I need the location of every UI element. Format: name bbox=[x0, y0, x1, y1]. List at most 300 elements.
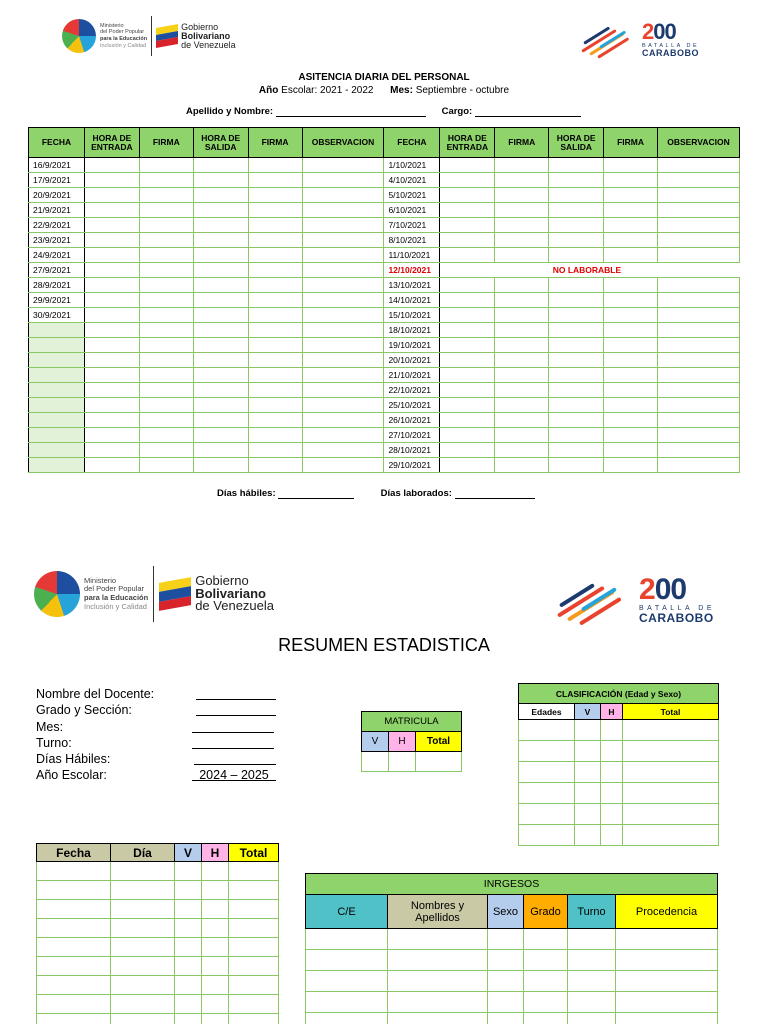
clasificacion-cell[interactable] bbox=[519, 720, 575, 741]
ingresos-cell[interactable] bbox=[488, 971, 524, 992]
left-entry-cell[interactable] bbox=[193, 278, 248, 293]
left-entry-cell[interactable] bbox=[139, 443, 193, 458]
dias-laborados-field[interactable] bbox=[455, 489, 535, 499]
clasificacion-cell[interactable] bbox=[601, 804, 623, 825]
fecha-dia-cell[interactable] bbox=[37, 938, 111, 957]
right-entry-cell[interactable] bbox=[495, 323, 549, 338]
left-entry-cell[interactable] bbox=[248, 428, 302, 443]
left-entry-cell[interactable] bbox=[302, 203, 384, 218]
fecha-dia-cell[interactable] bbox=[202, 976, 229, 995]
fecha-dia-cell[interactable] bbox=[229, 1014, 279, 1024]
left-entry-cell[interactable] bbox=[248, 413, 302, 428]
clasificacion-cell[interactable] bbox=[623, 783, 719, 804]
right-entry-cell[interactable] bbox=[657, 173, 739, 188]
ingresos-cell[interactable] bbox=[568, 992, 616, 1013]
right-entry-cell[interactable] bbox=[440, 443, 495, 458]
left-entry-cell[interactable] bbox=[139, 263, 193, 278]
right-entry-cell[interactable] bbox=[657, 218, 739, 233]
right-entry-cell[interactable] bbox=[440, 353, 495, 368]
fecha-dia-cell[interactable] bbox=[202, 1014, 229, 1024]
left-entry-cell[interactable] bbox=[302, 263, 384, 278]
clasificacion-cell[interactable] bbox=[519, 741, 575, 762]
ingresos-cell[interactable] bbox=[616, 971, 718, 992]
right-entry-cell[interactable] bbox=[604, 338, 658, 353]
left-entry-cell[interactable] bbox=[248, 278, 302, 293]
left-entry-cell[interactable] bbox=[193, 158, 248, 173]
fecha-dia-cell[interactable] bbox=[37, 900, 111, 919]
right-entry-cell[interactable] bbox=[495, 368, 549, 383]
fecha-dia-cell[interactable] bbox=[37, 862, 111, 881]
left-entry-cell[interactable] bbox=[193, 173, 248, 188]
right-entry-cell[interactable] bbox=[604, 398, 658, 413]
ingresos-cell[interactable] bbox=[306, 992, 388, 1013]
fecha-dia-cell[interactable] bbox=[37, 881, 111, 900]
right-entry-cell[interactable] bbox=[657, 233, 739, 248]
right-entry-cell[interactable] bbox=[440, 323, 495, 338]
left-entry-cell[interactable] bbox=[84, 233, 139, 248]
clasificacion-cell[interactable] bbox=[575, 762, 601, 783]
clasificacion-cell[interactable] bbox=[519, 825, 575, 846]
ingresos-cell[interactable] bbox=[488, 992, 524, 1013]
right-entry-cell[interactable] bbox=[549, 323, 604, 338]
ingresos-cell[interactable] bbox=[488, 1013, 524, 1024]
left-entry-cell[interactable] bbox=[139, 368, 193, 383]
name-field[interactable] bbox=[276, 107, 426, 117]
left-entry-cell[interactable] bbox=[193, 293, 248, 308]
right-entry-cell[interactable] bbox=[604, 383, 658, 398]
right-entry-cell[interactable] bbox=[495, 233, 549, 248]
right-entry-cell[interactable] bbox=[604, 428, 658, 443]
right-entry-cell[interactable] bbox=[495, 413, 549, 428]
right-entry-cell[interactable] bbox=[657, 413, 739, 428]
fecha-dia-cell[interactable] bbox=[229, 862, 279, 881]
left-entry-cell[interactable] bbox=[84, 248, 139, 263]
clasificacion-cell[interactable] bbox=[575, 804, 601, 825]
left-entry-cell[interactable] bbox=[84, 218, 139, 233]
right-entry-cell[interactable] bbox=[657, 278, 739, 293]
fecha-dia-cell[interactable] bbox=[37, 957, 111, 976]
fecha-dia-cell[interactable] bbox=[175, 976, 202, 995]
right-entry-cell[interactable] bbox=[549, 188, 604, 203]
clasificacion-cell[interactable] bbox=[623, 804, 719, 825]
right-entry-cell[interactable] bbox=[604, 188, 658, 203]
left-entry-cell[interactable] bbox=[84, 383, 139, 398]
right-entry-cell[interactable] bbox=[495, 248, 549, 263]
clasificacion-cell[interactable] bbox=[601, 825, 623, 846]
right-entry-cell[interactable] bbox=[604, 323, 658, 338]
fecha-dia-cell[interactable] bbox=[175, 995, 202, 1014]
fecha-dia-cell[interactable] bbox=[202, 862, 229, 881]
right-entry-cell[interactable] bbox=[440, 428, 495, 443]
right-entry-cell[interactable] bbox=[549, 353, 604, 368]
dias-habiles-summary-field[interactable] bbox=[194, 751, 276, 765]
right-entry-cell[interactable] bbox=[657, 428, 739, 443]
fecha-dia-cell[interactable] bbox=[111, 938, 175, 957]
ingresos-cell[interactable] bbox=[388, 971, 488, 992]
left-entry-cell[interactable] bbox=[248, 203, 302, 218]
right-entry-cell[interactable] bbox=[440, 278, 495, 293]
clasificacion-cell[interactable] bbox=[623, 741, 719, 762]
left-entry-cell[interactable] bbox=[193, 353, 248, 368]
left-entry-cell[interactable] bbox=[84, 158, 139, 173]
left-entry-cell[interactable] bbox=[193, 218, 248, 233]
right-entry-cell[interactable] bbox=[549, 218, 604, 233]
docente-field[interactable] bbox=[196, 686, 276, 700]
left-entry-cell[interactable] bbox=[139, 413, 193, 428]
left-entry-cell[interactable] bbox=[139, 203, 193, 218]
left-entry-cell[interactable] bbox=[193, 458, 248, 473]
right-entry-cell[interactable] bbox=[657, 248, 739, 263]
fecha-dia-cell[interactable] bbox=[202, 995, 229, 1014]
right-entry-cell[interactable] bbox=[604, 203, 658, 218]
right-entry-cell[interactable] bbox=[549, 233, 604, 248]
fecha-dia-cell[interactable] bbox=[111, 957, 175, 976]
right-entry-cell[interactable] bbox=[604, 233, 658, 248]
clasificacion-cell[interactable] bbox=[575, 741, 601, 762]
ingresos-cell[interactable] bbox=[306, 1013, 388, 1024]
left-entry-cell[interactable] bbox=[139, 293, 193, 308]
right-entry-cell[interactable] bbox=[549, 368, 604, 383]
left-entry-cell[interactable] bbox=[302, 338, 384, 353]
matricula-cell[interactable] bbox=[362, 752, 389, 772]
fecha-dia-cell[interactable] bbox=[202, 938, 229, 957]
left-entry-cell[interactable] bbox=[248, 398, 302, 413]
left-entry-cell[interactable] bbox=[302, 173, 384, 188]
left-entry-cell[interactable] bbox=[84, 428, 139, 443]
left-entry-cell[interactable] bbox=[139, 248, 193, 263]
left-entry-cell[interactable] bbox=[248, 443, 302, 458]
right-entry-cell[interactable] bbox=[549, 443, 604, 458]
fecha-dia-cell[interactable] bbox=[37, 995, 111, 1014]
left-entry-cell[interactable] bbox=[302, 383, 384, 398]
left-entry-cell[interactable] bbox=[84, 308, 139, 323]
left-entry-cell[interactable] bbox=[302, 293, 384, 308]
ingresos-cell[interactable] bbox=[568, 971, 616, 992]
left-entry-cell[interactable] bbox=[302, 413, 384, 428]
right-entry-cell[interactable] bbox=[549, 293, 604, 308]
right-entry-cell[interactable] bbox=[440, 173, 495, 188]
fecha-dia-cell[interactable] bbox=[202, 919, 229, 938]
matricula-cell[interactable] bbox=[416, 752, 462, 772]
left-entry-cell[interactable] bbox=[248, 323, 302, 338]
right-entry-cell[interactable] bbox=[657, 308, 739, 323]
right-entry-cell[interactable] bbox=[440, 398, 495, 413]
right-entry-cell[interactable] bbox=[604, 368, 658, 383]
left-entry-cell[interactable] bbox=[193, 323, 248, 338]
right-entry-cell[interactable] bbox=[657, 368, 739, 383]
left-entry-cell[interactable] bbox=[139, 458, 193, 473]
left-entry-cell[interactable] bbox=[84, 338, 139, 353]
fecha-dia-cell[interactable] bbox=[37, 919, 111, 938]
ingresos-cell[interactable] bbox=[524, 950, 568, 971]
cargo-field[interactable] bbox=[475, 107, 581, 117]
left-entry-cell[interactable] bbox=[84, 398, 139, 413]
ingresos-cell[interactable] bbox=[524, 971, 568, 992]
left-entry-cell[interactable] bbox=[139, 383, 193, 398]
left-entry-cell[interactable] bbox=[302, 308, 384, 323]
right-entry-cell[interactable] bbox=[440, 188, 495, 203]
right-entry-cell[interactable] bbox=[549, 458, 604, 473]
left-entry-cell[interactable] bbox=[193, 383, 248, 398]
left-entry-cell[interactable] bbox=[139, 398, 193, 413]
left-entry-cell[interactable] bbox=[248, 158, 302, 173]
ingresos-cell[interactable] bbox=[388, 1013, 488, 1024]
right-entry-cell[interactable] bbox=[440, 338, 495, 353]
clasificacion-cell[interactable] bbox=[575, 720, 601, 741]
left-entry-cell[interactable] bbox=[139, 173, 193, 188]
right-entry-cell[interactable] bbox=[495, 458, 549, 473]
right-entry-cell[interactable] bbox=[495, 338, 549, 353]
right-entry-cell[interactable] bbox=[604, 218, 658, 233]
ingresos-cell[interactable] bbox=[306, 971, 388, 992]
left-entry-cell[interactable] bbox=[302, 458, 384, 473]
right-entry-cell[interactable] bbox=[440, 368, 495, 383]
left-entry-cell[interactable] bbox=[193, 188, 248, 203]
left-entry-cell[interactable] bbox=[139, 428, 193, 443]
left-entry-cell[interactable] bbox=[193, 428, 248, 443]
right-entry-cell[interactable] bbox=[440, 458, 495, 473]
left-entry-cell[interactable] bbox=[248, 188, 302, 203]
ingresos-cell[interactable] bbox=[524, 992, 568, 1013]
right-entry-cell[interactable] bbox=[549, 248, 604, 263]
left-entry-cell[interactable] bbox=[302, 218, 384, 233]
grado-field[interactable] bbox=[196, 702, 276, 716]
matricula-cell[interactable] bbox=[389, 752, 416, 772]
left-entry-cell[interactable] bbox=[84, 413, 139, 428]
clasificacion-cell[interactable] bbox=[601, 762, 623, 783]
fecha-dia-cell[interactable] bbox=[111, 919, 175, 938]
left-entry-cell[interactable] bbox=[302, 248, 384, 263]
left-entry-cell[interactable] bbox=[139, 278, 193, 293]
ingresos-cell[interactable] bbox=[388, 992, 488, 1013]
fecha-dia-cell[interactable] bbox=[175, 1014, 202, 1024]
fecha-dia-cell[interactable] bbox=[111, 900, 175, 919]
left-entry-cell[interactable] bbox=[193, 203, 248, 218]
left-entry-cell[interactable] bbox=[84, 458, 139, 473]
right-entry-cell[interactable] bbox=[657, 188, 739, 203]
right-entry-cell[interactable] bbox=[657, 338, 739, 353]
right-entry-cell[interactable] bbox=[604, 293, 658, 308]
right-entry-cell[interactable] bbox=[549, 428, 604, 443]
left-entry-cell[interactable] bbox=[139, 308, 193, 323]
right-entry-cell[interactable] bbox=[549, 413, 604, 428]
fecha-dia-cell[interactable] bbox=[111, 881, 175, 900]
left-entry-cell[interactable] bbox=[248, 308, 302, 323]
dias-habiles-field[interactable] bbox=[278, 489, 354, 499]
left-entry-cell[interactable] bbox=[193, 413, 248, 428]
ingresos-cell[interactable] bbox=[388, 929, 488, 950]
left-entry-cell[interactable] bbox=[302, 353, 384, 368]
left-entry-cell[interactable] bbox=[139, 218, 193, 233]
right-entry-cell[interactable] bbox=[440, 233, 495, 248]
left-entry-cell[interactable] bbox=[193, 248, 248, 263]
right-entry-cell[interactable] bbox=[657, 458, 739, 473]
ingresos-cell[interactable] bbox=[488, 950, 524, 971]
right-entry-cell[interactable] bbox=[495, 173, 549, 188]
ingresos-cell[interactable] bbox=[616, 950, 718, 971]
left-entry-cell[interactable] bbox=[248, 218, 302, 233]
ingresos-cell[interactable] bbox=[616, 992, 718, 1013]
left-entry-cell[interactable] bbox=[302, 233, 384, 248]
right-entry-cell[interactable] bbox=[657, 158, 739, 173]
right-entry-cell[interactable] bbox=[495, 278, 549, 293]
left-entry-cell[interactable] bbox=[139, 188, 193, 203]
right-entry-cell[interactable] bbox=[549, 308, 604, 323]
ingresos-cell[interactable] bbox=[524, 1013, 568, 1024]
right-entry-cell[interactable] bbox=[495, 188, 549, 203]
left-entry-cell[interactable] bbox=[139, 353, 193, 368]
left-entry-cell[interactable] bbox=[248, 353, 302, 368]
right-entry-cell[interactable] bbox=[549, 383, 604, 398]
fecha-dia-cell[interactable] bbox=[175, 919, 202, 938]
right-entry-cell[interactable] bbox=[440, 383, 495, 398]
clasificacion-cell[interactable] bbox=[601, 720, 623, 741]
left-entry-cell[interactable] bbox=[248, 173, 302, 188]
right-entry-cell[interactable] bbox=[495, 308, 549, 323]
left-entry-cell[interactable] bbox=[84, 263, 139, 278]
right-entry-cell[interactable] bbox=[440, 158, 495, 173]
right-entry-cell[interactable] bbox=[604, 353, 658, 368]
clasificacion-cell[interactable] bbox=[601, 783, 623, 804]
clasificacion-cell[interactable] bbox=[519, 804, 575, 825]
left-entry-cell[interactable] bbox=[248, 338, 302, 353]
right-entry-cell[interactable] bbox=[657, 383, 739, 398]
right-entry-cell[interactable] bbox=[657, 353, 739, 368]
right-entry-cell[interactable] bbox=[495, 218, 549, 233]
right-entry-cell[interactable] bbox=[440, 308, 495, 323]
ingresos-cell[interactable] bbox=[388, 950, 488, 971]
fecha-dia-cell[interactable] bbox=[175, 938, 202, 957]
right-entry-cell[interactable] bbox=[549, 203, 604, 218]
right-entry-cell[interactable] bbox=[549, 278, 604, 293]
ingresos-cell[interactable] bbox=[568, 1013, 616, 1024]
left-entry-cell[interactable] bbox=[248, 368, 302, 383]
left-entry-cell[interactable] bbox=[248, 293, 302, 308]
fecha-dia-cell[interactable] bbox=[229, 919, 279, 938]
left-entry-cell[interactable] bbox=[139, 338, 193, 353]
right-entry-cell[interactable] bbox=[495, 203, 549, 218]
fecha-dia-cell[interactable] bbox=[111, 1014, 175, 1024]
left-entry-cell[interactable] bbox=[248, 383, 302, 398]
right-entry-cell[interactable] bbox=[495, 398, 549, 413]
fecha-dia-cell[interactable] bbox=[175, 900, 202, 919]
left-entry-cell[interactable] bbox=[84, 293, 139, 308]
right-entry-cell[interactable] bbox=[440, 203, 495, 218]
right-entry-cell[interactable] bbox=[495, 353, 549, 368]
fecha-dia-cell[interactable] bbox=[229, 995, 279, 1014]
ingresos-cell[interactable] bbox=[616, 1013, 718, 1024]
left-entry-cell[interactable] bbox=[84, 278, 139, 293]
right-entry-cell[interactable] bbox=[440, 218, 495, 233]
turno-field[interactable] bbox=[192, 735, 274, 749]
right-entry-cell[interactable] bbox=[549, 338, 604, 353]
fecha-dia-cell[interactable] bbox=[175, 881, 202, 900]
fecha-dia-cell[interactable] bbox=[229, 957, 279, 976]
left-entry-cell[interactable] bbox=[139, 158, 193, 173]
left-entry-cell[interactable] bbox=[248, 248, 302, 263]
left-entry-cell[interactable] bbox=[84, 323, 139, 338]
right-entry-cell[interactable] bbox=[604, 173, 658, 188]
left-entry-cell[interactable] bbox=[139, 323, 193, 338]
right-entry-cell[interactable] bbox=[604, 248, 658, 263]
clasificacion-cell[interactable] bbox=[623, 720, 719, 741]
right-entry-cell[interactable] bbox=[440, 248, 495, 263]
clasificacion-cell[interactable] bbox=[575, 783, 601, 804]
left-entry-cell[interactable] bbox=[193, 443, 248, 458]
fecha-dia-cell[interactable] bbox=[202, 881, 229, 900]
clasificacion-cell[interactable] bbox=[601, 741, 623, 762]
left-entry-cell[interactable] bbox=[302, 278, 384, 293]
fecha-dia-cell[interactable] bbox=[229, 900, 279, 919]
right-entry-cell[interactable] bbox=[549, 398, 604, 413]
left-entry-cell[interactable] bbox=[248, 263, 302, 278]
left-entry-cell[interactable] bbox=[302, 368, 384, 383]
right-entry-cell[interactable] bbox=[604, 158, 658, 173]
left-entry-cell[interactable] bbox=[139, 233, 193, 248]
left-entry-cell[interactable] bbox=[84, 188, 139, 203]
right-entry-cell[interactable] bbox=[495, 428, 549, 443]
left-entry-cell[interactable] bbox=[193, 308, 248, 323]
right-entry-cell[interactable] bbox=[604, 308, 658, 323]
right-entry-cell[interactable] bbox=[440, 413, 495, 428]
fecha-dia-cell[interactable] bbox=[111, 995, 175, 1014]
left-entry-cell[interactable] bbox=[84, 353, 139, 368]
right-entry-cell[interactable] bbox=[495, 293, 549, 308]
fecha-dia-cell[interactable] bbox=[37, 976, 111, 995]
fecha-dia-cell[interactable] bbox=[229, 976, 279, 995]
clasificacion-cell[interactable] bbox=[623, 825, 719, 846]
fecha-dia-cell[interactable] bbox=[37, 1014, 111, 1024]
mes-field[interactable] bbox=[192, 719, 274, 733]
right-entry-cell[interactable] bbox=[657, 293, 739, 308]
left-entry-cell[interactable] bbox=[302, 188, 384, 203]
ingresos-cell[interactable] bbox=[568, 929, 616, 950]
right-entry-cell[interactable] bbox=[657, 398, 739, 413]
right-entry-cell[interactable] bbox=[604, 413, 658, 428]
fecha-dia-cell[interactable] bbox=[229, 881, 279, 900]
left-entry-cell[interactable] bbox=[248, 458, 302, 473]
ingresos-cell[interactable] bbox=[616, 929, 718, 950]
ingresos-cell[interactable] bbox=[524, 929, 568, 950]
right-entry-cell[interactable] bbox=[495, 383, 549, 398]
clasificacion-cell[interactable] bbox=[575, 825, 601, 846]
left-entry-cell[interactable] bbox=[193, 263, 248, 278]
left-entry-cell[interactable] bbox=[302, 443, 384, 458]
ingresos-cell[interactable] bbox=[306, 929, 388, 950]
ingresos-cell[interactable] bbox=[568, 950, 616, 971]
ingresos-cell[interactable] bbox=[306, 950, 388, 971]
fecha-dia-cell[interactable] bbox=[175, 957, 202, 976]
fecha-dia-cell[interactable] bbox=[111, 862, 175, 881]
fecha-dia-cell[interactable] bbox=[202, 900, 229, 919]
right-entry-cell[interactable] bbox=[604, 458, 658, 473]
anio-escolar-field[interactable]: 2024 – 2025 bbox=[192, 767, 276, 781]
left-entry-cell[interactable] bbox=[193, 233, 248, 248]
ingresos-cell[interactable] bbox=[488, 929, 524, 950]
left-entry-cell[interactable] bbox=[84, 368, 139, 383]
left-entry-cell[interactable] bbox=[302, 158, 384, 173]
left-entry-cell[interactable] bbox=[84, 203, 139, 218]
fecha-dia-cell[interactable] bbox=[175, 862, 202, 881]
left-entry-cell[interactable] bbox=[193, 338, 248, 353]
fecha-dia-cell[interactable] bbox=[229, 938, 279, 957]
left-entry-cell[interactable] bbox=[302, 323, 384, 338]
right-entry-cell[interactable] bbox=[657, 443, 739, 458]
clasificacion-cell[interactable] bbox=[623, 762, 719, 783]
clasificacion-cell[interactable] bbox=[519, 762, 575, 783]
right-entry-cell[interactable] bbox=[440, 293, 495, 308]
clasificacion-cell[interactable] bbox=[519, 783, 575, 804]
